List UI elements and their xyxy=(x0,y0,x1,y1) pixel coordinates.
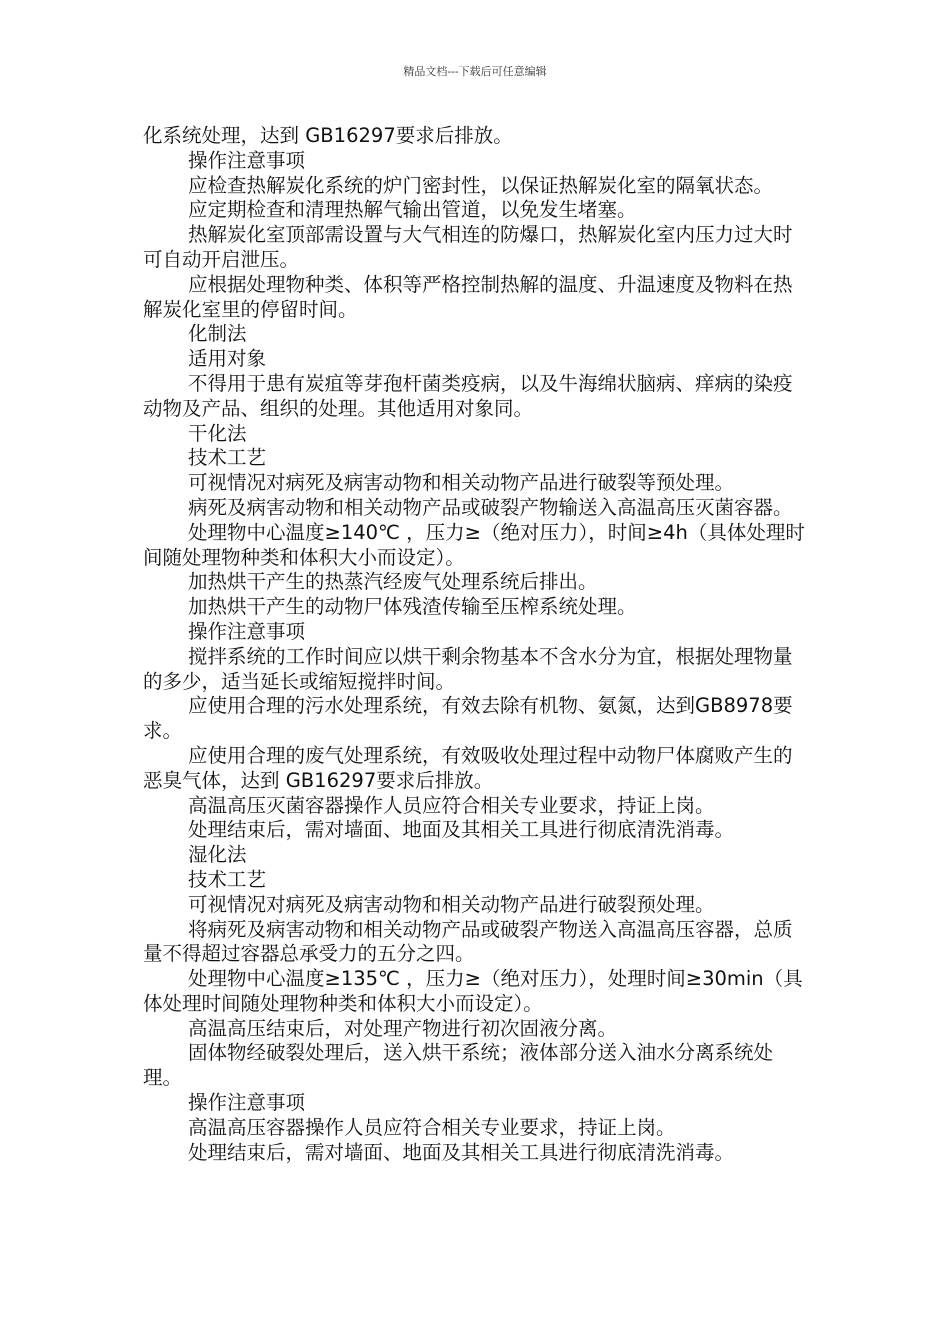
page-header: 精品文档---下载后可任意编辑 xyxy=(403,65,547,78)
paragraph: 热解炭化室顶部需设置与大气相连的防爆口，热解炭化室内压力过大时可自动开启泄压。 xyxy=(143,223,793,271)
paragraph: 病死及病害动物和相关动物产品或破裂产物输送入高温高压灭菌容器。 xyxy=(188,495,793,519)
paragraph: 搅拌系统的工作时间应以烘干剩余物基本不含水分为宜，根据处理物量的多少，适当延长或缩短搅拌时间。 xyxy=(143,644,793,693)
paragraph: 处理结束后，需对墙面、地面及其相关工具进行彻底清洗消毒。 xyxy=(188,1140,735,1164)
section-heading: 化制法 xyxy=(188,322,247,346)
document-body xyxy=(143,124,811,1165)
section-heading: 适用对象 xyxy=(188,347,267,371)
paragraph: 处理物中心温度≥135℃ ，压力≥（绝对压力），处理时间≥30min（具体处理时间随处理物种类和体积大小而设定）。 xyxy=(143,967,803,1015)
section-heading: 技术工艺 xyxy=(188,867,267,891)
section-heading: 操作注意事项 xyxy=(188,1091,306,1115)
paragraph: 加热烘干产生的热蒸汽经废气处理系统后排出。 xyxy=(188,570,598,594)
paragraph: 高温高压灭菌容器操作人员应符合相关专业要求，持证上岗。 xyxy=(188,793,715,817)
paragraph: 固体物经破裂处理后，送入烘干系统；液体部分送入油水分离系统处理。 xyxy=(143,1041,774,1090)
paragraph: 应定期检查和清理热解气输出管道，以免发生堵塞。 xyxy=(188,198,637,222)
section-heading: 干化法 xyxy=(188,421,247,445)
paragraph: 加热烘干产生的动物尸体残渣传输至压榨系统处理。 xyxy=(188,595,637,619)
paragraph: 不得用于患有炭疽等芽孢杆菌类疫病，以及牛海绵状脑病、痒病的染疫动物及产品、组织的处理。其他适用对象同。 xyxy=(143,371,793,420)
paragraph: 高温高压结束后，对处理产物进行初次固液分离。 xyxy=(188,1016,618,1040)
paragraph: 应根据处理物种类、体积等严格控制热解的温度、升温速度及物料在热解炭化室里的停留时间。 xyxy=(143,272,793,321)
section-heading: 湿化法 xyxy=(188,843,247,867)
paragraph: 高温高压容器操作人员应符合相关专业要求，持证上岗。 xyxy=(188,1115,676,1139)
paragraph: 应使用合理的废气处理系统，有效吸收处理过程中动物尸体腐败产生的恶臭气体，达到 GB16297要求后排放。 xyxy=(143,743,793,792)
section-heading: 技术工艺 xyxy=(188,446,267,470)
paragraph: 可视情况对病死及病害动物和相关动物产品进行破裂预处理。 xyxy=(188,892,715,916)
section-heading: 操作注意事项 xyxy=(188,148,306,172)
paragraph: 可视情况对病死及病害动物和相关动物产品进行破裂等预处理。 xyxy=(188,471,735,495)
paragraph: 处理结束后，需对墙面、地面及其相关工具进行彻底清洗消毒。 xyxy=(188,818,735,842)
paragraph: 将病死及病害动物和相关动物产品或破裂产物送入高温高压容器，总质量不得超过容器总承受力的五分之四。 xyxy=(143,917,793,966)
paragraph: 应使用合理的污水处理系统，有效去除有机物、氨氮，达到GB8978要求。 xyxy=(143,694,793,743)
paragraph: 处理物中心温度≥140℃ ，压力≥（绝对压力），时间≥4h（具体处理时间随处理物种类和体积大小而设定）。 xyxy=(143,520,805,569)
paragraph-continuation: 化系统处理，达到 GB16297要求后排放。 xyxy=(143,124,513,147)
section-heading: 操作注意事项 xyxy=(188,619,306,643)
paragraph: 应检查热解炭化系统的炉门密封性，以保证热解炭化室的隔氧状态。 xyxy=(188,173,774,197)
